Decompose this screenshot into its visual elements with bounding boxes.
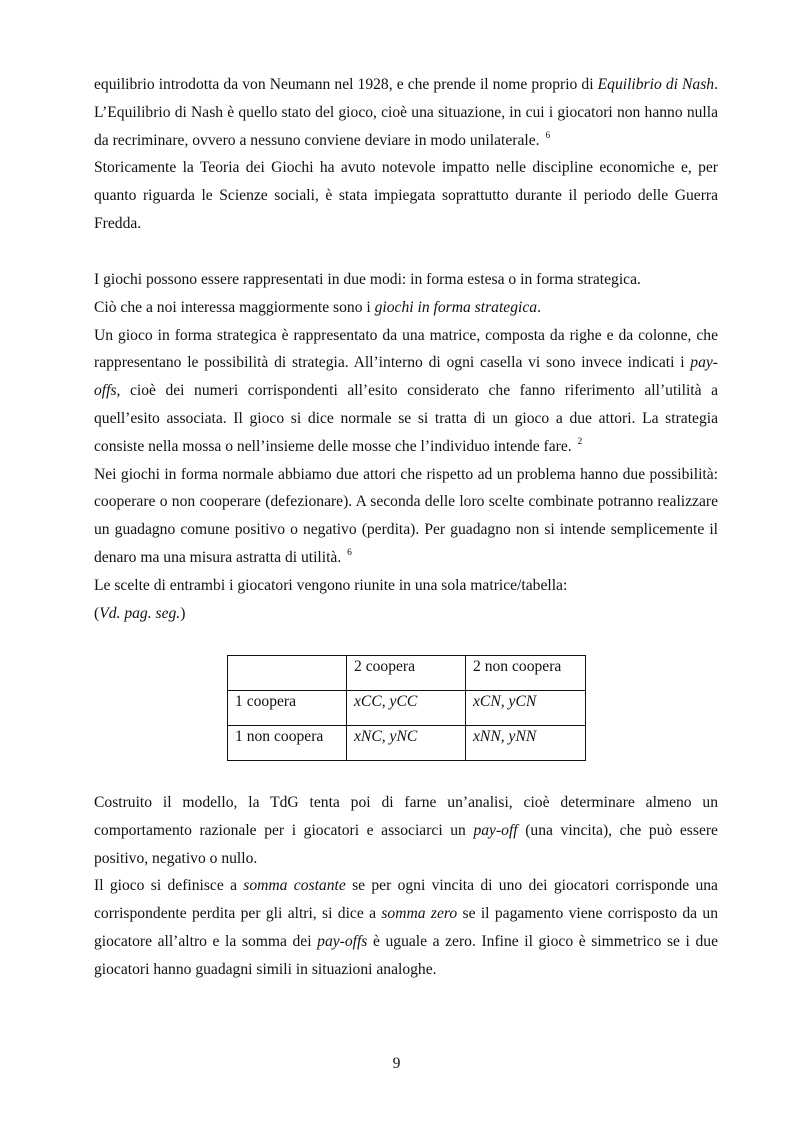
italic-term: somma zero	[381, 905, 458, 923]
text-run: Ciò che a noi interessa maggiormente sono i	[94, 298, 375, 316]
text-run: Il gioco si definisce a	[94, 877, 244, 895]
text-run: )	[180, 604, 186, 622]
paragraph-see-next-page	[94, 600, 718, 628]
paragraph-model-analysis	[94, 789, 718, 872]
table-cell	[466, 691, 586, 726]
table-header-cell: 2 coopera	[347, 656, 466, 691]
text-run: Costruito il modello, la TdG tenta poi di farne un’analisi, cioè determinare almeno un comportamento razionale per i giocatori e associarci un	[94, 794, 718, 839]
table-corner-cell	[228, 656, 347, 691]
paragraph-history: Storicamente la Teoria dei Giochi ha avuto notevole impatto nelle discipline economiche e, per quanto riguarda le Scienze sociali, è stata impiegata soprattutto durante il periodo delle Guerra Fredda.	[94, 159, 718, 232]
text-block-top	[94, 71, 718, 238]
text-run: se il pagamento viene corrisposto da un giocatore all’altro e la somma dei	[94, 905, 718, 950]
italic-term: Equilibrio di Nash	[597, 76, 715, 93]
table-row-label: 1 non coopera	[228, 726, 347, 761]
italic-term: pay-offs	[94, 354, 718, 400]
paragraph-nash-equilibrium	[94, 71, 718, 154]
text-run: . L’Equilibrio di Nash è quello stato del gioco, cioè una situazione, in cui i giocatori non hanno nulla da recriminare, ovvero a nessuno conviene deviare in modo unilaterale.	[94, 76, 718, 149]
italic-term: pay-off	[473, 821, 518, 839]
footnote-ref: 2	[577, 436, 583, 447]
text-run: (	[94, 604, 100, 622]
table-row	[228, 726, 586, 761]
page-number: 9	[392, 1055, 401, 1072]
text-run: Nei giochi in forma normale abbiamo due attori che rispetto ad un problema hanno due possibilità: cooperare o non cooperare (defezionare). A seconda delle loro scelte combinate potranno realizzare un guadagno comune positivo o negativo (perdita). Per guadagno non si intende semplicemente il denaro ma una misura astratta di utilità.	[94, 465, 718, 566]
text-run: .	[537, 298, 541, 316]
text-run: è uguale a zero. Infine il gioco è simmetrico se i due giocatori hanno guadagni simili in situazioni analoghe.	[94, 932, 718, 978]
paragraph-strategic-games	[94, 294, 718, 322]
payoff-value: xNC, yNC	[354, 728, 418, 745]
table-header-cell: 2 non coopera	[466, 656, 586, 691]
paragraph-matrix	[94, 322, 718, 461]
payoff-value: xNN, yNN	[473, 728, 537, 745]
table-cell	[466, 726, 586, 761]
text-block-middle	[94, 266, 718, 627]
text-run: Un gioco in forma strategica è rappresentato da una matrice, composta da righe e da colonne, che rappresentano le possibilità di strategia. All’interno di ogni casella vi sono invece indicati i	[94, 326, 718, 372]
payoff-value: xCN, yCN	[473, 693, 537, 710]
text-block-bottom	[94, 789, 718, 984]
paragraph-representation: I giochi possono essere rappresentati in due modi: in forma estesa o in forma strategica.	[94, 271, 641, 288]
text-run: , cioè dei numeri corrispondenti all’esito considerato che fanno riferimento all’utilità a quell’esito associata. Il gioco si dice normale se si tratta di un gioco a due attori. La strategia consiste nella mossa o nell’insieme delle mosse che l’individuo intende fare.	[94, 382, 718, 455]
italic-term: giochi in forma strategica	[374, 298, 538, 316]
table-header-row	[228, 656, 586, 691]
paragraph-constant-sum	[94, 872, 718, 983]
italic-term: pay-offs	[317, 932, 368, 950]
paragraph-choices: Le scelte di entrambi i giocatori vengono riunite in una sola matrice/tabella:	[94, 576, 568, 594]
footnote-ref: 6	[347, 547, 352, 558]
paragraph-normal-form	[94, 461, 718, 572]
text-run: se per ogni vincita di uno dei giocatori corrisponde una corrispondente perdita per gli altri, si dice a	[94, 877, 718, 923]
text-run: equilibrio introdotta da von Neumann nel 1928, e che prende il nome proprio di	[94, 76, 598, 93]
payoff-value: xCC, yCC	[354, 693, 418, 710]
table-row	[228, 691, 586, 726]
table-cell	[347, 726, 466, 761]
table-cell	[347, 691, 466, 726]
text-run: (una vincita), che può essere positivo, negativo o nullo.	[94, 821, 718, 867]
payoff-matrix-table	[227, 655, 586, 761]
table-row-label: 1 coopera	[228, 691, 347, 726]
italic-term: somma costante	[243, 877, 346, 895]
footnote-ref: 6	[545, 130, 551, 141]
italic-term: Vd. pag. seg.	[99, 604, 181, 622]
